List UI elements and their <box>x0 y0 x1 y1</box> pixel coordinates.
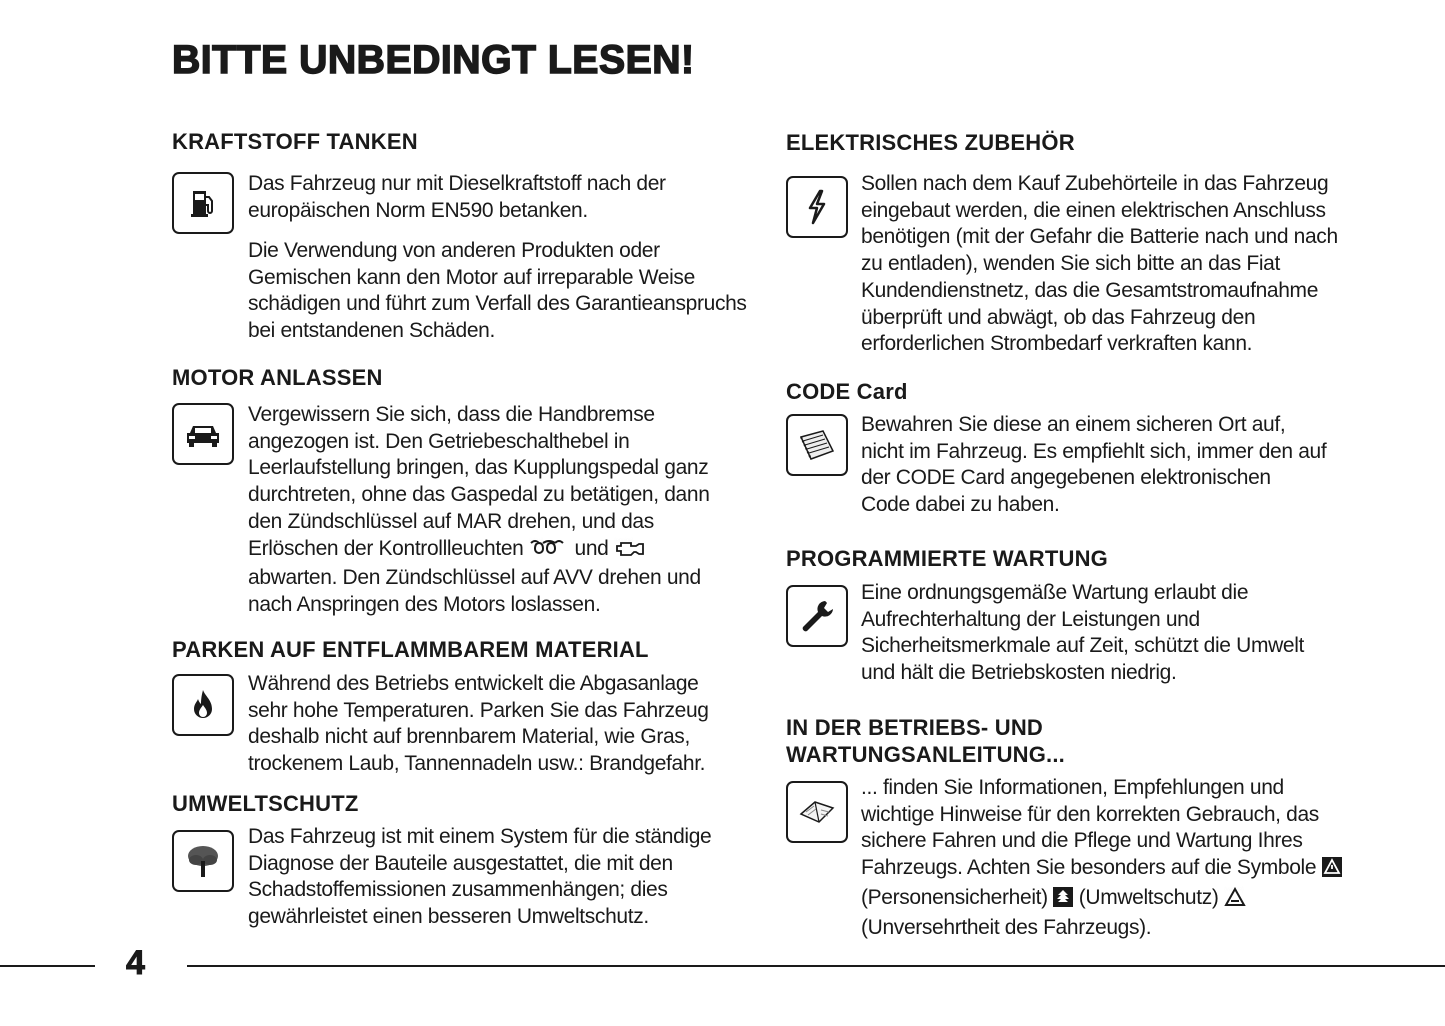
heading-line: IN DER BETRIEBS- UND <box>786 715 1044 740</box>
text-line: Fahrzeugs. Achten Sie besonders auf die Symbole <box>861 855 1342 885</box>
open-book-icon <box>786 781 848 843</box>
text-line: Sicherheitsmerkmale auf Zeit, schützt die Umwelt <box>861 634 1305 658</box>
text-line: abwarten. Den Zündschlüssel auf AVV drehen und <box>248 566 701 590</box>
text-line: Eine ordnungsgemäße Wartung erlaubt die <box>861 581 1249 604</box>
text-line: Das Fahrzeug nur mit Dieselkraftstoff nach der <box>248 172 666 195</box>
engine-check-icon <box>614 538 646 566</box>
text-line: eingebaut werden, die einen elektrischen Anschluss <box>861 198 1326 222</box>
text-line: Gemischen kann den Motor auf irreparable Weise <box>248 265 695 289</box>
text-line: erforderlichen Strombedarf verkraften kann. <box>861 332 1253 356</box>
paragraph <box>248 238 747 345</box>
paragraph <box>248 171 666 224</box>
heading-parken: PARKEN AUF ENTFLAMMBAREM MATERIAL <box>172 637 649 662</box>
text-line: nicht im Fahrzeug. Es empfiehlt sich, immer den auf <box>861 439 1327 463</box>
vehicle-integrity-icon <box>1224 887 1246 915</box>
text-line: ... finden Sie Informationen, Empfehlungen und <box>861 776 1284 799</box>
text-line: und hält die Betriebskosten niedrig. <box>861 661 1177 685</box>
text-line: gewährleistet einen besseren Umweltschutz. <box>248 905 649 929</box>
text-line: deshalb nicht auf brennbarem Material, wie Gras, <box>248 725 690 749</box>
paragraph <box>248 402 710 619</box>
text-line: Leerlaufstellung bringen, das Kupplungspedal ganz <box>248 456 709 480</box>
text-line: bei entstandenen Schäden. <box>248 319 495 343</box>
text-line: nach Anspringen des Motors loslassen. <box>248 592 601 616</box>
wrench-icon <box>786 585 848 647</box>
car-front-icon <box>172 403 234 465</box>
footer-rule-right <box>187 965 1445 967</box>
text-line: sichere Fahren und die Pflege und Wartung Ihres <box>861 829 1303 853</box>
glow-plug-icon <box>529 538 569 566</box>
text-line: sehr hohe Temperaturen. Parken Sie das Fahrzeug <box>248 698 709 722</box>
flame-icon <box>172 674 234 736</box>
text-line: Vergewissern Sie sich, dass die Handbremse <box>248 403 655 426</box>
text-line: den Zündschlüssel auf MAR drehen, und das <box>248 509 654 533</box>
paragraph <box>861 580 1304 687</box>
text-line: Sollen nach dem Kauf Zubehörteile in das Fahrzeug <box>861 172 1329 195</box>
heading-kraftstoff: KRAFTSTOFF TANKEN <box>172 129 418 154</box>
text-line: Aufrechterhaltung der Leistungen und <box>861 607 1200 631</box>
text-line: (Personensicherheit) (Umweltschutz) <box>861 885 1342 915</box>
paragraph <box>861 412 1326 519</box>
code-card-icon <box>786 414 848 476</box>
text-line: überprüft und abwägt, ob das Fahrzeug den <box>861 305 1256 329</box>
text-line: zu entladen), wenden Sie sich bitte an das Fiat <box>861 252 1280 276</box>
paragraph <box>861 171 1338 358</box>
text-line: trockenem Laub, Tannennadeln usw.: Brandgefahr. <box>248 752 706 776</box>
page-title: BITTE UNBEDINGT LESEN! <box>172 38 695 82</box>
footer-rule-left <box>0 965 95 967</box>
heading-umwelt: UMWELTSCHUTZ <box>172 791 359 816</box>
tree-icon <box>172 830 234 892</box>
text-line: wichtige Hinweise für den korrekten Gebrauch, das <box>861 802 1319 826</box>
personal-safety-warning-icon <box>1322 857 1342 885</box>
text-line: Das Fahrzeug ist mit einem System für die ständige <box>248 825 712 848</box>
environment-protection-icon <box>1053 887 1073 915</box>
text-line: Kundendienstnetz, das die Gesamtstromaufnahme <box>861 278 1319 302</box>
paragraph <box>248 671 709 778</box>
heading-elektrisch: ELEKTRISCHES ZUBEHÖR <box>786 130 1075 155</box>
lightning-icon <box>786 176 848 238</box>
text-line: europäischen Norm EN590 betanken. <box>248 198 588 222</box>
paragraph <box>248 824 711 931</box>
text-line: Code dabei zu haben. <box>861 493 1060 517</box>
text-line: Während des Betriebs entwickelt die Abgasanlage <box>248 672 699 695</box>
heading-anleitung <box>786 714 1065 768</box>
text-line: Schadstoffemissionen zusammenhängen; dies <box>248 878 668 902</box>
text-line: Diagnose der Bauteile ausgestattet, die mit den <box>248 851 673 875</box>
text-line: benötigen (mit der Gefahr die Batterie nach und nach <box>861 225 1338 249</box>
text-line: schädigen und führt zum Verfall des Garantieanspruchs <box>248 292 747 316</box>
text-line: Die Verwendung von anderen Produkten oder <box>248 239 660 262</box>
text-line: Erlöschen der Kontrollleuchten und <box>248 536 710 566</box>
page-number: 4 <box>126 944 145 982</box>
heading-line: WARTUNGSANLEITUNG... <box>786 742 1065 767</box>
fuel-pump-icon <box>172 172 234 234</box>
heading-motor: MOTOR ANLASSEN <box>172 365 383 390</box>
text-line: angezogen ist. Den Getriebeschalthebel in <box>248 429 630 453</box>
text-line: (Unversehrtheit des Fahrzeugs). <box>861 915 1152 939</box>
paragraph <box>861 775 1342 941</box>
heading-code-card: CODE Card <box>786 379 908 404</box>
text-line: Bewahren Sie diese an einem sicheren Ort auf, <box>861 413 1286 436</box>
heading-wartung: PROGRAMMIERTE WARTUNG <box>786 546 1108 571</box>
text-line: der CODE Card angegebenen elektronischen <box>861 466 1271 490</box>
text-line: durchtreten, ohne das Gaspedal zu betätigen, dann <box>248 483 710 507</box>
